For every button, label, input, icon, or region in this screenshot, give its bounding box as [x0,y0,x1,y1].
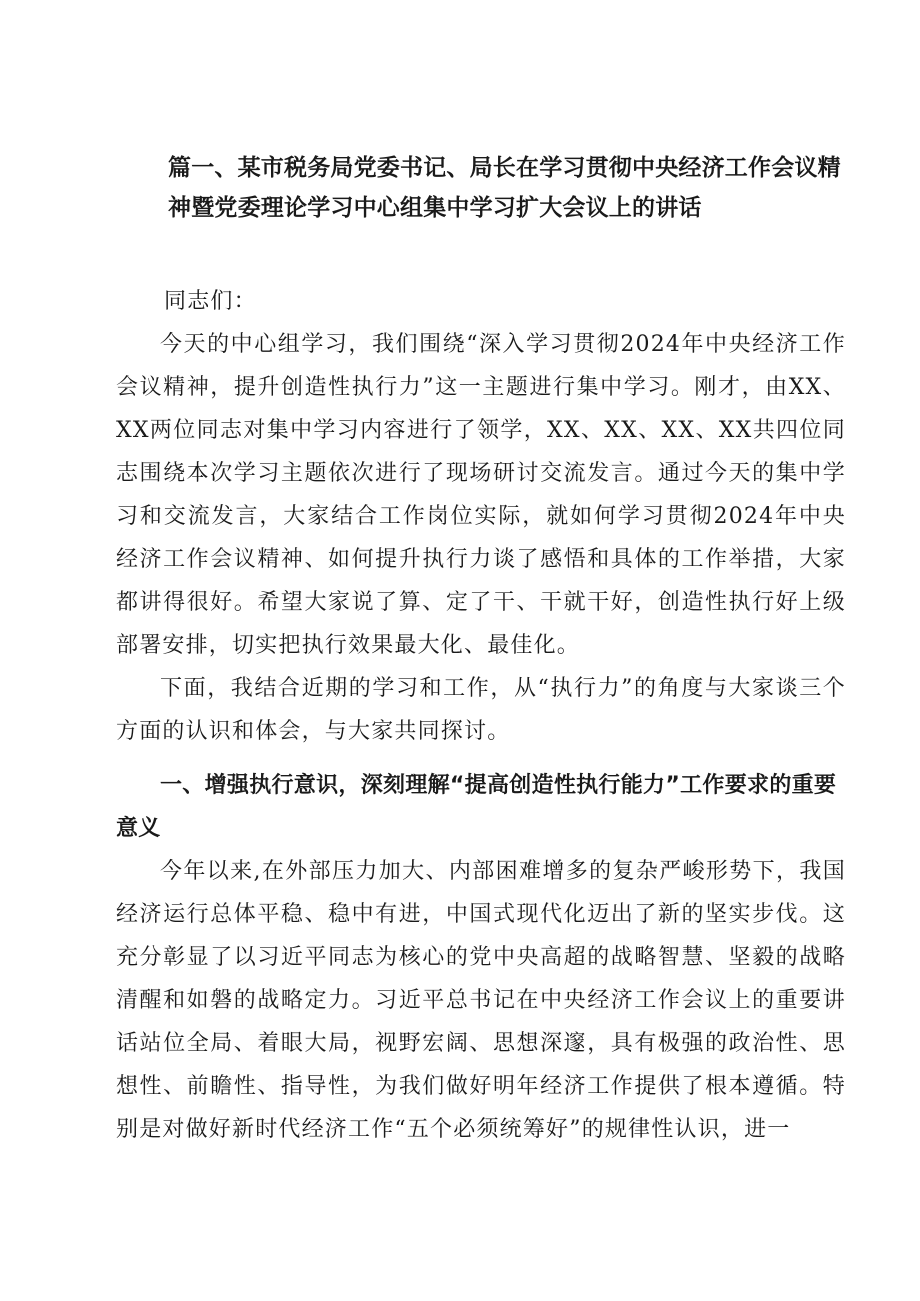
section-paragraph: 今年以来,在外部压力加大、内部困难增多的复杂严峻形势下，我国经济运行总体平稳、稳中有进，中国式现代化迈出了新的坚实步伐。这充分彰显了以习近平同志为核心的党中央高超的战略智慧、坚毅的战略清醒和如磐的战略定力。习近平总书记在中央经济工作会议上的重要讲话站位全局、着眼大局，视野宏阔、思想深邃，具有极强的政治性、思想性、前瞻性、指导性，为我们做好明年经济工作提供了根本遵循。特别是对做好新时代经济工作“五个必须统筹好”的规律性认识，进一 [116,859,846,1142]
body-paragraph-1: 今天的中心组学习，我们围绕“深入学习贯彻2024年中央经济工作会议精神，提升创造性执行力”这一主题进行集中学习。刚才，由XX、XX两位同志对集中学习内容进行了领学，XX、XX、XX、XX共四位同志围绕本次学习主题依次进行了现场研讨交流发言。通过今天的集中学习和交流发言，大家结合工作岗位实际，就如何学习贯彻2024年中央经济工作会议精神、如何提升执行力谈了感悟和具体的工作举措，大家都讲得很好。希望大家说了算、定了干、干就干好，创造性执行好上级部署安排，切实把执行效果最大化、最佳化。 [116,332,846,658]
title-line-2: 神暨党委理论学习中心组集中学习扩大会议上的讲话 [168,195,702,221]
title-line-1: 篇一、某市税务局党委书记、局长在学习贯彻中央经济工作会议精 [168,155,841,181]
greeting: 同志们： [164,289,257,314]
section-heading: 一、增强执行意识，深刻理解“提高创造性执行能力”工作要求的重要意义 [116,773,837,841]
document-title [168,148,848,228]
body-paragraph-2: 下面，我结合近期的学习和工作，从“执行力”的角度与大家谈三个方面的认识和体会，与大家共同探讨。 [116,676,846,744]
